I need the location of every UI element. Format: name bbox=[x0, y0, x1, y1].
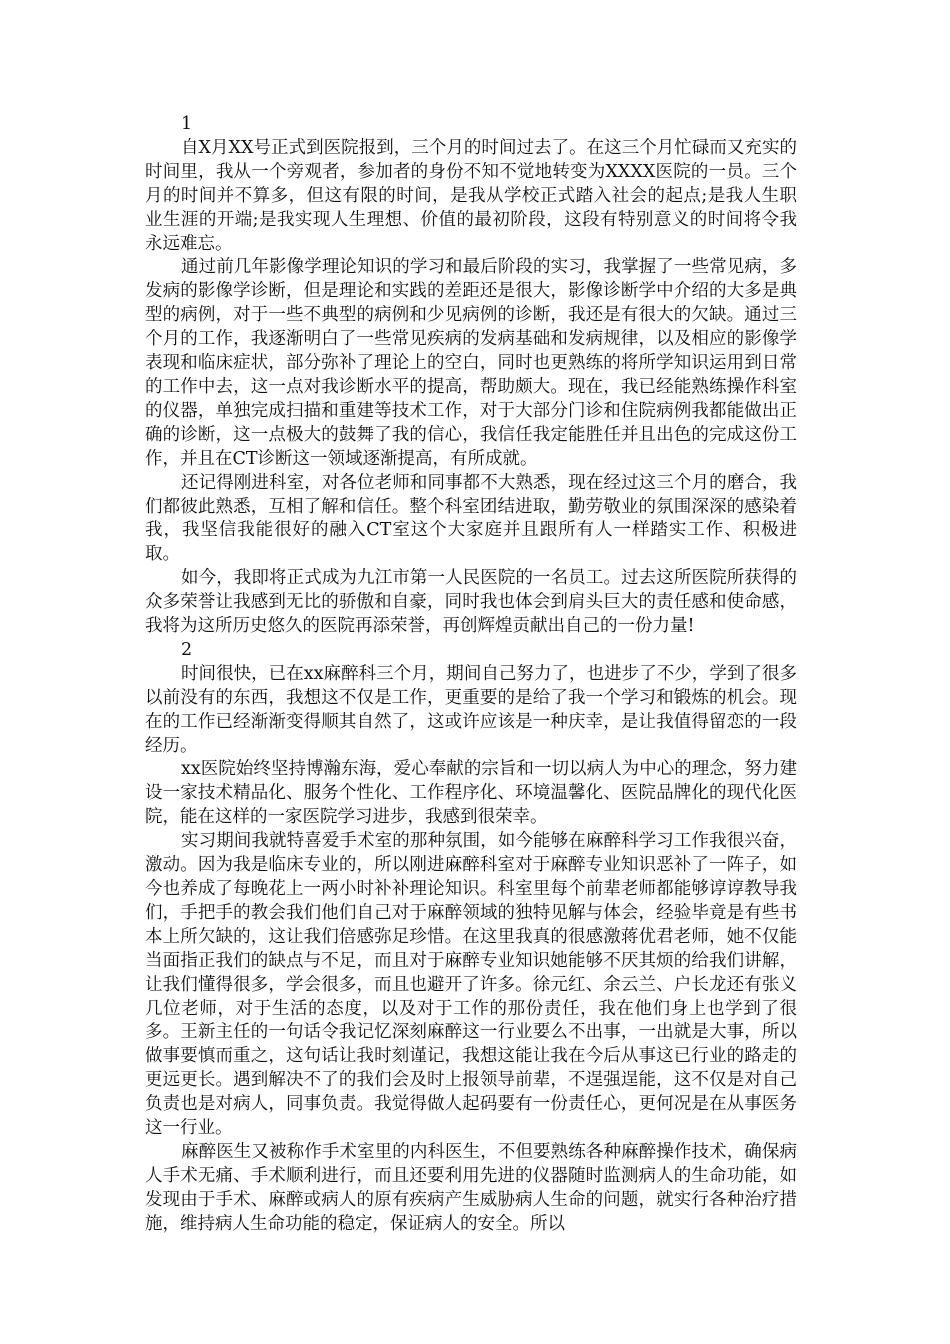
section-2-number: 2 bbox=[181, 639, 193, 660]
section-1-number: 1 bbox=[181, 114, 193, 134]
section-2-paragraph-1: 时间很快，已在xx麻醉科三个月，期间自己努力了，也进步了不少，学到了很多以前没有的东西，我想这不仅是工作，更重要的是给了我一个学习和锻炼的机会。现在的工作已经渐渐变得顺其自然了，这或许应该是一种庆幸，是让我值得留恋的一段经历。 bbox=[145, 663, 797, 756]
section-1-paragraph-4: 如今，我即将正式成为九江市第一人民医院的一名员工。过去这所医院所获得的众多荣誉让我感到无比的骄傲和自豪，同时我也体会到肩头巨大的责任感和使命感，我将为这所历史悠久的医院再添荣誉，再创辉煌贡献出自己的一份力量! bbox=[145, 568, 797, 637]
document-page bbox=[145, 113, 797, 1237]
section-1-paragraph-2: 通过前几年影像学理论知识的学习和最后阶段的实习，我掌握了一些常见病，多发病的影像学诊断，但是理论和实践的差距还是很大，影像诊断学中介绍的大多是典型的病例，对于一些不典型的病例和少见病例的诊断，我还是有很大的欠缺。通过三个月的工作，我逐渐明白了一些常见疾病的发病基础和发病规律，以及相应的影像学表现和临床症状，部分弥补了理论上的空白，同时也更熟练的将所学知识运用到日常的工作中去，这一点对我诊断水平的提高，帮助颇大。现在，我已经能熟练操作科室的仪器，单独完成扫描和重建等技术工作，对于大部分门诊和住院病例我都能做出正确的诊断，这一点极大的鼓舞了我的信心，我信任我定能胜任并且出色的完成这份工作，并且在CT诊断这一领域逐渐提高，有所成就。 bbox=[145, 257, 797, 469]
section-2-paragraph-3: 实习期间我就特喜爱手术室的那种氛围，如今能够在麻醉科学习工作我很兴奋，激动。因为我是临床专业的，所以刚进麻醉科室对于麻醉专业知识恶补了一阵子，如今也养成了每晚花上一两小时补补理论知识。科室里每个前辈老师都能够谆谆教导我们，手把手的教会我们他们自己对于麻醉领域的独特见解与体会，经验毕竟是有些书本上所欠缺的，这让我们倍感弥足珍惜。在这里我真的很感激蒋优君老师，她不仅能当面指正我们的缺点与不足，而且对于麻醉专业知识她能够不厌其烦的给我们讲解，让我们懂得很多，学会很多，而且也避开了许多。徐元红、余云兰、户长龙还有张义几位老师，对于生活的态度，以及对于工作的那份责任，我在他们身上也学到了很多。王新主任的一句话令我记忆深刻麻醉这一行业要么不出事，一出就是大事，所以做事要慎而重之，这句话让我时刻谨记，我想这能让我在今后从事这已行业的路走的更远更长。遇到解决不了的我们会及时上报领导前辈，不逞强逞能，这不仅是对自己负责也是对病人，同事负责。我觉得做人起码要有一份责任心，更何况是在从事医务这一行业。 bbox=[145, 831, 797, 1139]
section-2-paragraph-4: 麻醉医生又被称作手术室里的内科医生，不但要熟练各种麻醉操作技术，确保病人手术无痛、手术顺利进行，而且还要利用先进的仪器随时监测病人的生命功能，如发现由于手术、麻醉或病人的原有疾病产生威胁病人生命的问题，就实行各种治疗措施，维持病人生命功能的稳定，保证病人的安全。所以 bbox=[145, 1141, 797, 1234]
section-1-paragraph-1: 自X月XX号正式到医院报到，三个月的时间过去了。在这三个月忙碌而又充实的时间里，我从一个旁观者，参加者的身份不知不觉地转变为XXXX医院的一员。三个月的时间并不算多，但这有限的时间，是我从学校正式踏入社会的起点;是我人生职业生涯的开端;是我实现人生理想、价值的最初阶段，这段有特别意义的时间将令我永远难忘。 bbox=[145, 137, 797, 254]
section-1-paragraph-3: 还记得刚进科室，对各位老师和同事都不大熟悉，现在经过这三个月的磨合，我们都彼此熟悉，互相了解和信任。整个科室团结进取，勤劳敬业的氛围深深的感染着我，我坚信我能很好的融入CT室这个大家庭并且跟所有人一样踏实工作、积极进取。 bbox=[145, 472, 797, 565]
section-2-paragraph-2: xx医院始终坚持博瀚东海，爱心奉献的宗旨和一切以病人为中心的理念，努力建设一家技术精品化、服务个性化、工作程序化、环境温馨化、医院品牌化的现代化医院，能在这样的一家医院学习进步，我感到很荣幸。 bbox=[145, 759, 797, 828]
